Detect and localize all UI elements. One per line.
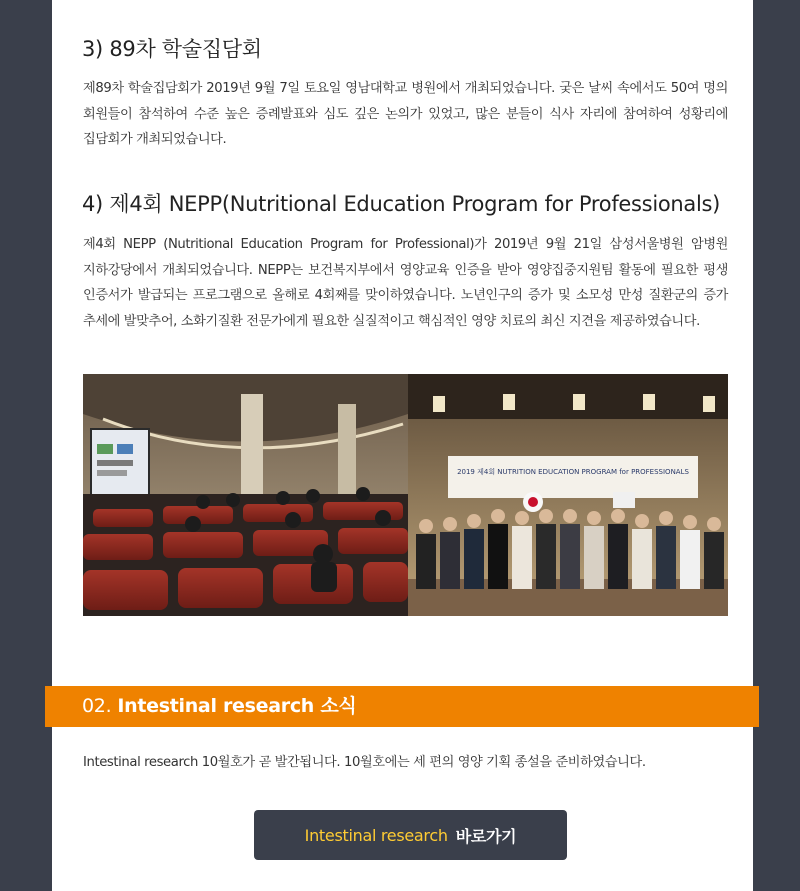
button-highlight-text: Intestinal research [304,825,448,845]
section-4-heading: 4) 제4회 NEPP(Nutritional Education Program for Professionals) [82,192,721,216]
section-3-heading: 3) 89차 학술집담회 [82,37,262,61]
section-4-body: 제4회 NEPP (Nutritional Education Program for Professional)가 2019년 9월 21일 삼성서울병원 암병원 지하강당에서 개최되었습니다. NEPP는 보건복지부에서 영양교육 인증을 받아 영양집중지원팀 활동에 필요한 평생 인증서가 발급되는 프로그램으로 올해로 4회째를 맞이하였습니다. 노년인구의 증가 및 소모성 만성 질환군의 증가 추세에 발맞추어, 소화기질환 전문가에게 필요한 실질적이고 핵심적인 영양 치료의 최신 지견을 제공하였습니다. [83,237,728,329]
event-photos [83,374,728,616]
event-banner-text: 2019 제4회 NUTRITION EDUCATION PROGRAM for PROFESSIONALS [457,468,689,476]
intestinal-research-note: Intestinal research 10월호가 곧 발간됩니다. 10월호에는 세 편의 영양 기획 종설을 준비하였습니다. [83,755,646,770]
section-02-header [45,686,759,727]
section-02-title-text: Intestinal research 소식 [117,695,357,717]
lecture-hall-photo [83,374,408,616]
section-02-title [82,686,356,727]
section-02-number: 02. [82,695,112,717]
intestinal-research-link-button[interactable] [254,810,567,860]
section-3-body: 제89차 학술집담회가 2019년 9월 7일 토요일 영남대학교 병원에서 개최되었습니다. 궂은 날씨 속에서도 50여 명의 회원들이 참석하여 수준 높은 증례발표와 심도 깊은 논의가 있었고, 많은 분들이 식사 자리에 참여하여 성황리에 집담회가 개최되었습니다. [83,81,728,147]
button-label: 바로가기 [455,826,517,846]
group-photo [408,374,728,616]
